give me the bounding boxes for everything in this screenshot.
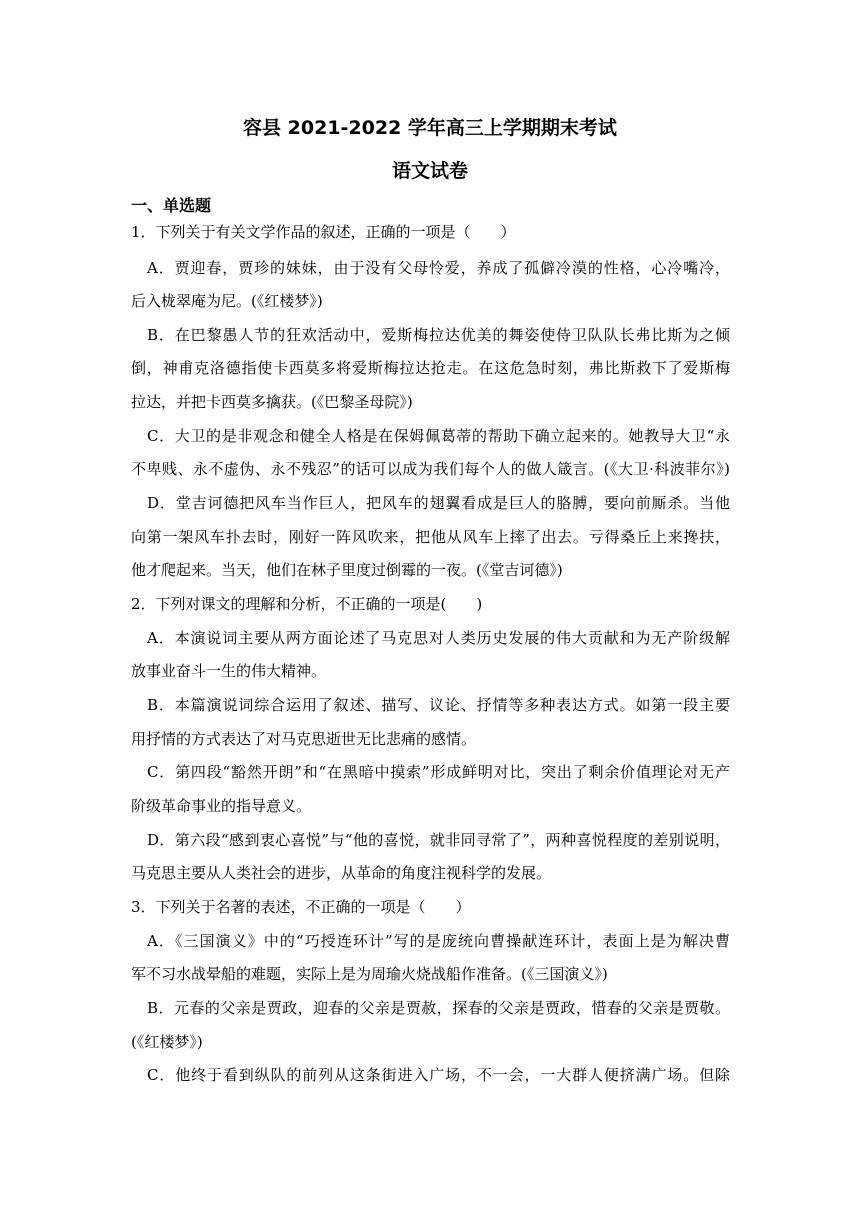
question-1-stem: 1．下列关于有关文学作品的叙述，正确的一项是（ ） [131,223,516,241]
question-1-option-b-line-2: 倒，神甫克洛德指使卡西莫多将爱斯梅拉达抢走。在这危急时刻，弗比斯救下了爱斯梅 [131,359,730,377]
question-2-option-c-line-2: 阶级革命事业的指导意义。 [131,797,312,815]
question-2-option-b-line-1: B．本篇演说词综合运用了叙述、描写、议论、抒情等多种表达方式。如第一段主要 [147,696,730,714]
exam-title: 容县 2021-2022 学年高三上学期期末考试 [243,117,617,139]
question-1-option-d-line-1: D．堂吉诃德把风车当作巨人，把风车的翅翼看成是巨人的胳膊，要向前厮杀。当他 [147,494,730,512]
question-2-option-d-line-1: D．第六段“感到衷心喜悦”与“他的喜悦，就非同寻常了”，两种喜悦程度的差别说明， [147,831,730,849]
question-3-option-a-line-2: 军不习水战晕船的难题，实际上是为周瑜火烧战船作准备。(《三国演义》) [131,965,608,983]
question-3-option-b-line-2: (《红楼梦》) [131,1033,203,1051]
question-1-option-d-line-3: 他才爬起来。当天，他们在林子里度过倒霉的一夜。(《堂吉诃德》) [131,561,563,579]
question-2-option-a-line-2: 放事业奋斗一生的伟大精神。 [131,662,327,680]
section-heading: 一、单选题 [131,196,212,215]
question-1-option-a-line-2: 后入栊翠庵为尼。(《红楼梦》) [131,292,323,310]
exam-subtitle: 语文试卷 [391,160,468,182]
question-1-option-d-line-2: 向第一架风车扑去时，刚好一阵风吹来，把他从风车上摔了出去。亏得桑丘上来搀扶， [131,528,730,546]
question-2-stem: 2．下列对课文的理解和分析，不正确的一项是( ) [131,595,483,613]
question-3-option-b-line-1: B．元春的父亲是贾政，迎春的父亲是贾赦，探春的父亲是贾政，惜春的父亲是贾敬。 [147,999,730,1017]
question-2-option-c-line-1: C．第四段“豁然开朗”和“在黑暗中摸索”形成鲜明对比，突出了剩余价值理论对无产 [147,763,730,781]
question-3-stem: 3．下列关于名著的表述，不正确的一项是（ ） [131,898,471,916]
question-3-option-a-line-1: A．《三国演义》中的“巧授连环计”写的是庞统向曹操献连环计，表面上是为解决曹 [147,932,730,950]
question-2-option-b-line-2: 用抒情的方式表达了对马克思逝世无比悲痛的感情。 [131,730,477,748]
question-1-option-c-line-2: 不卑贱、永不虚伪、永不残忍”的话可以成为我们每个人的做人箴言。(《大卫·科波菲尔》) [131,460,730,478]
question-1-option-b-line-3: 拉达，并把卡西莫多擒获。(《巴黎圣母院》) [131,393,413,411]
question-2-option-a-line-1: A．本演说词主要从两方面论述了马克思对人类历史发展的伟大贡献和为无产阶级解 [147,629,730,647]
question-1-option-a-line-1: A．贾迎春，贾珍的妹妹，由于没有父母怜爱，养成了孤僻冷漠的性格，心冷嘴冷， [147,259,730,277]
question-2-option-d-line-2: 马克思主要从人类社会的进步，从革命的角度注视科学的发展。 [131,864,552,882]
question-3-option-c-line-1: C．他终于看到纵队的前列从这条街进入广场，不一会，一大群人便挤满广场。但除 [147,1066,730,1084]
question-1-option-b-line-1: B．在巴黎愚人节的狂欢活动中，爱斯梅拉达优美的舞姿使侍卫队队长弗比斯为之倾 [147,326,730,344]
question-1-option-c-line-1: C．大卫的是非观念和健全人格是在保姆佩葛蒂的帮助下确立起来的。她教导大卫“永 [147,427,730,445]
